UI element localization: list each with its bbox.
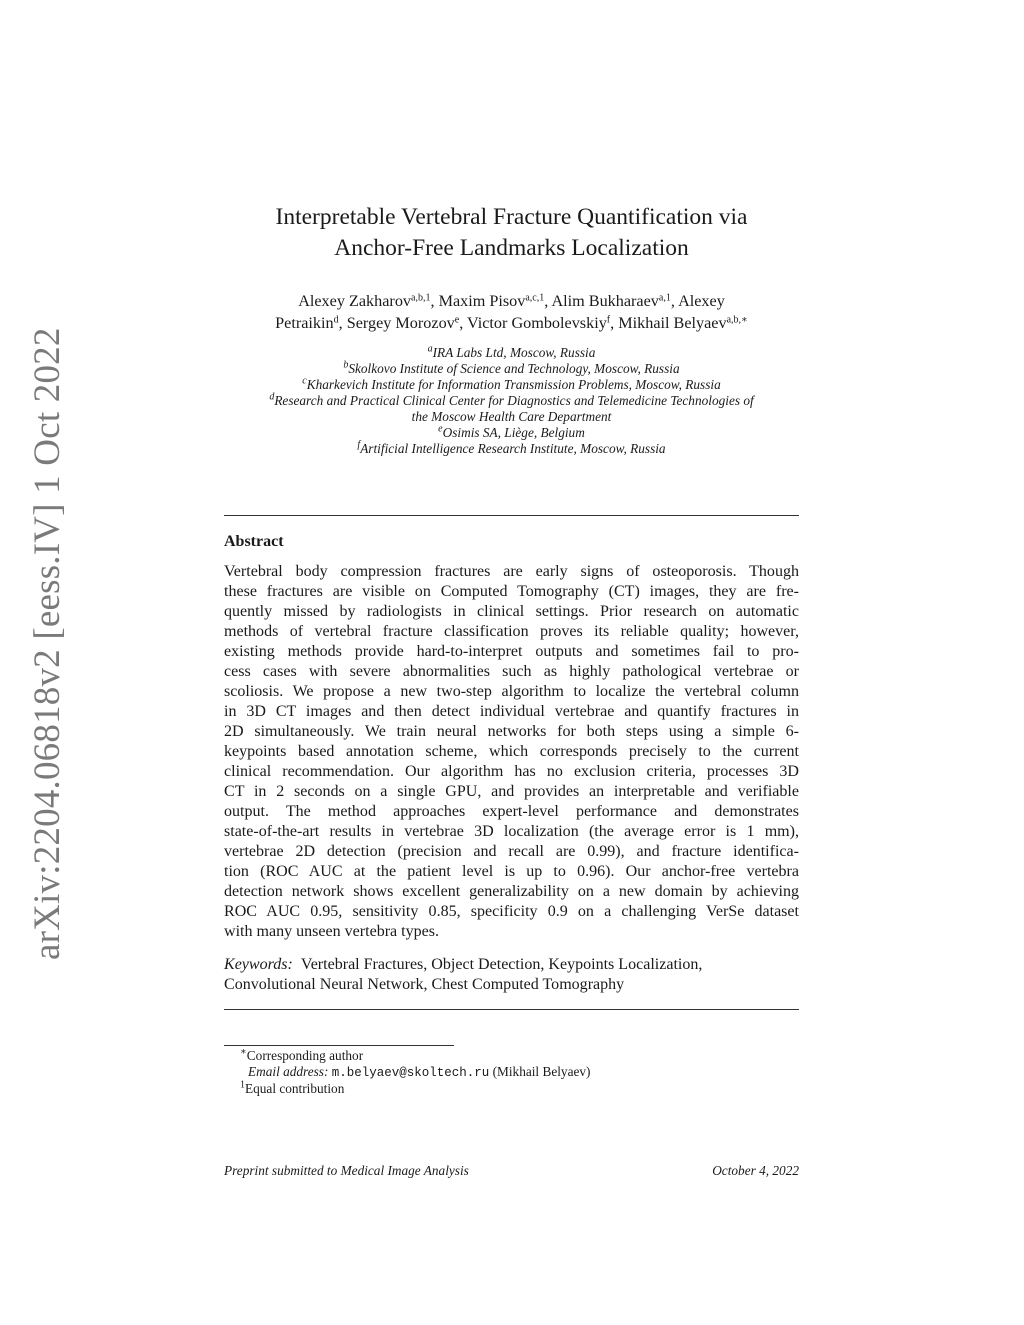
abstract-line: existing methods provide hard-to-interpret outputs and sometimes fail to pro- bbox=[224, 643, 799, 660]
abstract-line: these fractures are visible on Computed Tomography (CT) images, they are fre- bbox=[224, 583, 799, 600]
abstract-line: Vertebral body compression fractures are early signs of osteoporosis. Though bbox=[224, 563, 799, 580]
footnote-text: Equal contribution bbox=[245, 1081, 345, 1096]
keywords-block bbox=[224, 955, 799, 995]
affiliation-e bbox=[214, 425, 809, 441]
affiliation-text: Osimis SA, Liège, Belgium bbox=[442, 425, 585, 440]
author-line-1: Alexey Zakharov$^{a,b,1}$, Maxim Pisov$^{a,c,1}$, Alim Bukharaev$^{a,1}$, Alexey bbox=[298, 292, 725, 310]
email-label: Email address: bbox=[248, 1064, 329, 1079]
footnote-email bbox=[240, 1064, 590, 1081]
abstract-top-rule bbox=[224, 515, 799, 516]
affiliation-mark: c bbox=[302, 375, 307, 387]
author-name: Sergey Morozov bbox=[346, 314, 455, 332]
keywords-text: Vertebral Fractures, Object Detection, Keypoints Localization, bbox=[300, 956, 703, 973]
abstract-body bbox=[224, 562, 799, 942]
abstract-line: keypoints based annotation scheme, which corresponds precisely to the current bbox=[224, 743, 799, 760]
abstract-line: 2D simultaneously. We train neural networks for both steps using a simple 6- bbox=[224, 723, 799, 740]
footer-date: October 4, 2022 bbox=[712, 1163, 799, 1178]
author-marks: a,1 bbox=[658, 292, 671, 304]
abstract-line: quently missed by radiologists in clinical settings. Prior research on automatic bbox=[224, 603, 799, 620]
abstract-line: vertebrae 2D detection (precision and recall are 0.99), and fracture identifica- bbox=[224, 843, 799, 860]
author-marks: a,c,1 bbox=[525, 292, 545, 304]
affiliation-mark: e bbox=[438, 423, 443, 435]
affiliation-f bbox=[214, 441, 809, 457]
author-name: Alexey Zakharov bbox=[298, 292, 412, 310]
paper-title bbox=[224, 202, 799, 264]
abstract-bottom-rule bbox=[224, 1009, 799, 1010]
affiliation-mark: b bbox=[343, 359, 349, 371]
abstract-line: clinical recommendation. Our algorithm has no exclusion criteria, processes 3D bbox=[224, 763, 799, 780]
email-owner: (Mikhail Belyaev) bbox=[492, 1064, 591, 1079]
affiliation-mark: a bbox=[427, 343, 433, 355]
affiliation-text: Artificial Intelligence Research Institute, Moscow, Russia bbox=[360, 441, 666, 456]
keywords-label: Keywords: bbox=[224, 956, 293, 973]
abstract-line: ROC AUC 0.95, sensitivity 0.85, specificity 0.9 on a challenging VerSe dataset bbox=[224, 903, 799, 920]
abstract-line: detection network shows excellent generalizability on a new domain by achieving bbox=[224, 883, 799, 900]
footnote-corresponding bbox=[240, 1048, 590, 1064]
affiliation-mark: d bbox=[269, 391, 275, 403]
email-link[interactable]: m.belyaev@skoltech.ru bbox=[331, 1066, 490, 1080]
affiliation-a bbox=[214, 345, 809, 361]
affiliation-text: Skolkovo Institute of Science and Technology, Moscow, Russia bbox=[348, 361, 680, 376]
title-line-1: Interpretable Vertebral Fracture Quantification via bbox=[275, 204, 748, 230]
abstract-line: methods of vertebral fracture classification proves its reliable quality; however, bbox=[224, 623, 799, 640]
abstract-line: tion (ROC AUC at the patient level is up to 0.96). Our anchor-free vertebra bbox=[224, 863, 799, 880]
keywords-line-2: Convolutional Neural Network, Chest Computed Tomography bbox=[224, 976, 625, 993]
footer-preprint-note: Preprint submitted to Medical Image Analysis bbox=[224, 1163, 469, 1178]
author-name: Maxim Pisov bbox=[438, 292, 526, 310]
author-line-2: Petraikin$^d$, Sergey Morozov$^e$, Victor Gombolevskiy$^f$, Mikhail Belyaev$^{a,b,∗}$ bbox=[275, 314, 748, 332]
author-name: Alexey bbox=[678, 292, 725, 310]
author-marks: a,b,∗ bbox=[726, 314, 748, 326]
title-line-2: Anchor-Free Landmarks Localization bbox=[334, 235, 689, 261]
author-list bbox=[224, 290, 799, 334]
footnote-equal bbox=[240, 1081, 590, 1097]
abstract-line: cess cases with severe abnormalities such as highly pathological vertebrae or bbox=[224, 663, 799, 680]
author-name: Victor Gombolevskiy bbox=[467, 314, 607, 332]
affiliation-mark: f bbox=[357, 439, 361, 451]
affiliation-text: IRA Labs Ltd, Moscow, Russia bbox=[432, 345, 596, 360]
abstract-line: output. The method approaches expert-level performance and demonstrates bbox=[224, 803, 799, 820]
footnote-rule bbox=[224, 1045, 454, 1046]
author-name: Mikhail Belyaev bbox=[618, 314, 727, 332]
author-marks: d bbox=[333, 314, 339, 326]
footnotes bbox=[240, 1048, 590, 1097]
affiliation-c bbox=[214, 377, 809, 393]
abstract-heading: Abstract bbox=[224, 533, 284, 550]
abstract-line: scoliosis. We propose a new two-step algorithm to localize the vertebral column bbox=[224, 683, 799, 700]
author-marks: e bbox=[454, 314, 460, 326]
affiliation-list bbox=[214, 345, 809, 457]
author-marks: f bbox=[606, 314, 611, 326]
abstract-line: state-of-the-art results in vertebrae 3D localization (the average error is 1 mm), bbox=[224, 823, 799, 840]
affiliation-text: Research and Practical Clinical Center for Diagnostics and Telemedicine Technologies of bbox=[274, 393, 754, 408]
affiliation-d-continuation: the Moscow Health Care Department bbox=[411, 409, 612, 424]
footnote-mark: ∗ bbox=[240, 1046, 247, 1058]
affiliation-d bbox=[214, 393, 809, 409]
arxiv-identifier: arXiv:2204.06818v2 [eess.IV] 1 Oct 2022 bbox=[27, 327, 68, 960]
keywords-line-1 bbox=[224, 955, 799, 975]
footnote-text: Corresponding author bbox=[246, 1048, 364, 1063]
footnote-mark: 1 bbox=[240, 1079, 245, 1091]
abstract-line: in 3D CT images and then detect individual vertebrae and quantify fractures in bbox=[224, 703, 799, 720]
author-name: Alim Bukharaev bbox=[551, 292, 659, 310]
author-marks: a,b,1 bbox=[411, 292, 431, 304]
abstract-line: with many unseen vertebra types. bbox=[224, 923, 440, 940]
affiliation-text: Kharkevich Institute for Information Transmission Problems, Moscow, Russia bbox=[306, 377, 721, 392]
abstract-line: CT in 2 seconds on a single GPU, and provides an interpretable and verifiable bbox=[224, 783, 799, 800]
author-name: Petraikin bbox=[275, 314, 334, 332]
